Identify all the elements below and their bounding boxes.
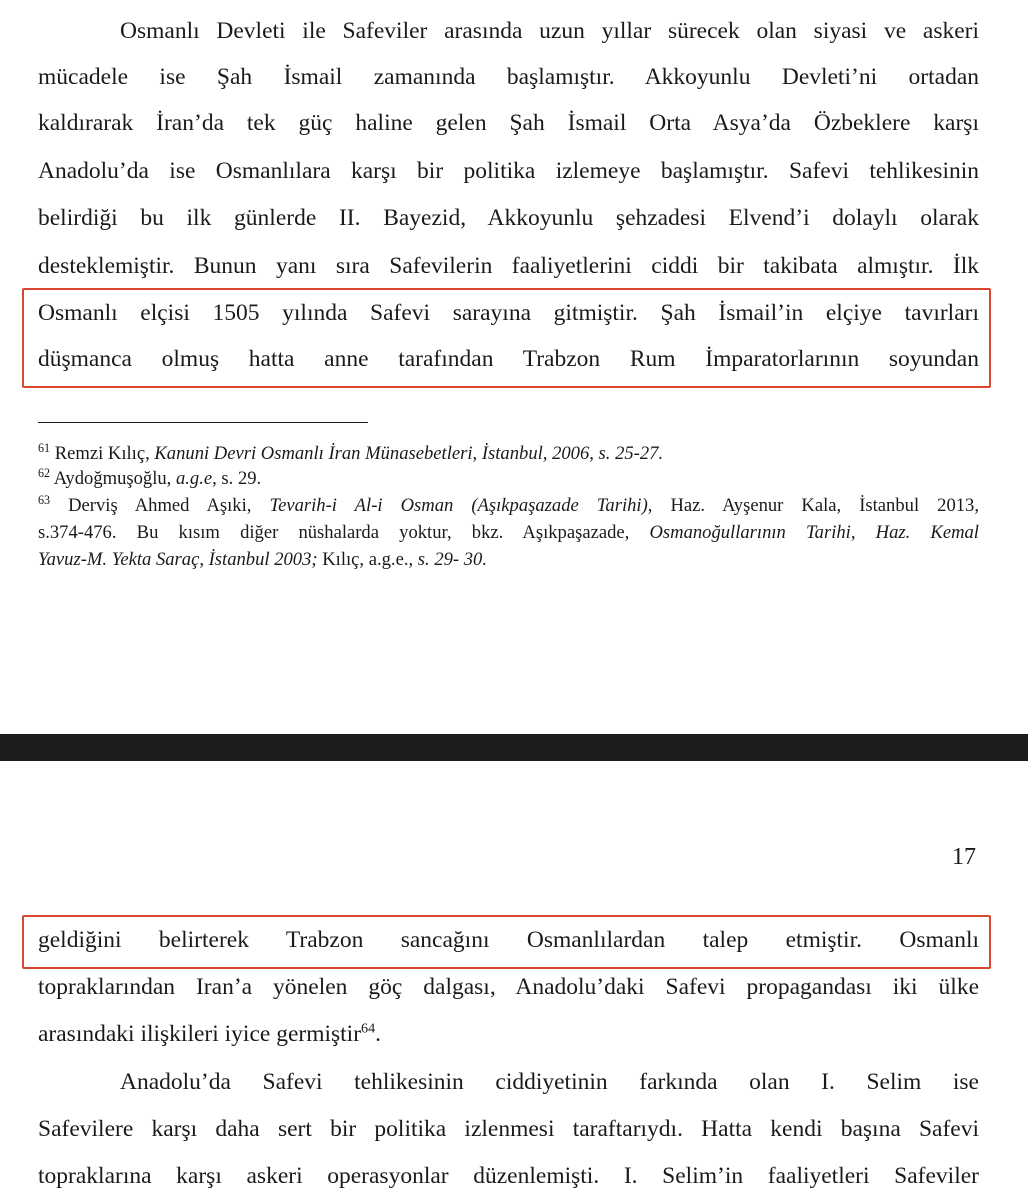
footnote-number: 62 [38, 465, 51, 480]
footnote-ref: a.g.e [175, 468, 213, 489]
highlight-box-bottom [22, 915, 991, 969]
footnote-title: Kanuni Devri Osmanlı İran Münasebetleri, İstanbul, 2006, s. 25-27. [154, 443, 664, 464]
paragraph-line: topraklarına karşı askeri operasyonlar düzenlemişti. I. Selim’in faaliyetleri Safeviler [38, 1163, 979, 1189]
paragraph-line: kaldırarak İran’da tek güç haline gelen Şah İsmail Orta Asya’da Özbeklere karşı [38, 110, 979, 136]
footnote-separator [38, 422, 368, 423]
footnote-reference: 64 [361, 1020, 376, 1037]
paragraph-line: Osmanlı Devleti ile Safeviler arasında uzun yıllar sürecek olan siyasi ve askeri [120, 18, 979, 44]
footnote-text: s.374-476. Bu kısım diğer nüshalarda yoktur, bkz. Aşıkpaşazade [38, 522, 625, 543]
footnote-63-line2 [38, 521, 979, 545]
footnote-63-line3 [38, 548, 979, 572]
paragraph-line: belirdiği bu ilk günlerde II. Bayezid, Akkoyunlu şehzadesi Elvend’i dolaylı olarak [38, 205, 979, 231]
paragraph-line: Osmanlı elçisi 1505 yılında Safevi sarayına gitmiştir. Şah İsmail’in elçiye tavırları [38, 300, 979, 326]
paragraph-line: geldiğini belirterek Trabzon sancağını Osmanlılardan talep etmiştir. Osmanlı [38, 927, 979, 953]
footnote-page: , s. 29- 30. [408, 549, 487, 570]
footnote-title: , Osmanoğullarının Tarihi, Haz. Kemal [624, 522, 979, 543]
footnote-number: 63 [38, 492, 51, 507]
footnote-text: , Haz. Ayşenur Kala, İstanbul 2013, [647, 495, 979, 516]
footnote-63 [38, 494, 979, 518]
paragraph-line: Safevilere karşı daha sert bir politika izlenmesi taraftarıydı. Hatta kendi başına Safevi [38, 1116, 979, 1142]
page-divider [0, 734, 1028, 761]
paragraph-line: Anadolu’da Safevi tehlikesinin ciddiyetinin farkında olan I. Selim ise [120, 1069, 979, 1095]
page-number: 17 [952, 844, 976, 870]
footnote-title: Yavuz-M. Yekta Saraç, İstanbul 2003; [38, 549, 318, 570]
footnote-title: Tevarih-i Al-i Osman (Aşıkpaşazade Tarihi) [269, 495, 648, 516]
paragraph-text: . [375, 1021, 382, 1047]
paragraph-line: mücadele ise Şah İsmail zamanında başlamıştır. Akkoyunlu Devleti’ni ortadan [38, 64, 979, 90]
footnote-number: 61 [38, 440, 51, 455]
paragraph-text: arasındaki ilişkileri iyice germiştir [38, 1021, 362, 1047]
paragraph-line [38, 1019, 979, 1049]
highlight-box-top [22, 288, 991, 388]
footnote-61 [38, 442, 979, 466]
paragraph-line: düşmanca olmuş hatta anne tarafından Trabzon Rum İmparatorlarının soyundan [38, 346, 979, 372]
paragraph-line: Anadolu’da ise Osmanlılara karşı bir politika izlemeye başlamıştır. Safevi tehlikesinin [38, 158, 979, 184]
footnote-author: Aydoğmuşoğlu, [53, 468, 176, 489]
footnote-text: Kılıç, a.g.e. [317, 549, 409, 570]
footnote-page: , s. 29. [212, 468, 262, 489]
footnote-author: Derviş Ahmed Aşıki, [68, 495, 270, 516]
footnote-62 [38, 467, 979, 491]
footnote-author: Remzi Kılıç, [54, 443, 155, 464]
paragraph-line: topraklarından Iran’a yönelen göç dalgası, Anadolu’daki Safevi propagandası iki ülke [38, 974, 979, 1000]
paragraph-line: desteklemiştir. Bunun yanı sıra Safevilerin faaliyetlerini ciddi bir takibata almıştır. İlk [38, 253, 979, 279]
